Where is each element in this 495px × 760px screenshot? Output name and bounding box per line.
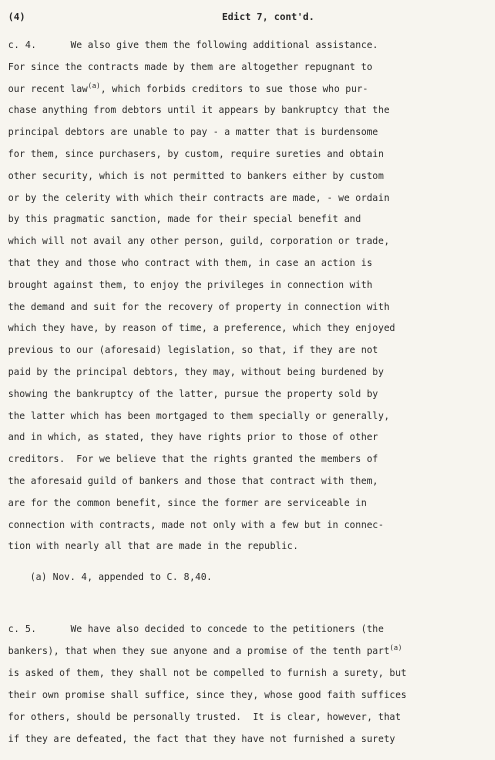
text-line: our recent law$^{(a)}$, which forbids creditors to sue those who pur-: [8, 81, 369, 95]
text-line: bankers), that when they sue anyone and a promise of the tenth part$^{(a)}$: [8, 644, 403, 657]
text-line: by this pragmatic sanction, made for their special benefit and: [8, 214, 362, 226]
text-line: which will not avail any other person, guild, corporation or trade,: [8, 236, 390, 248]
text-line: brought against them, to enjoy the privileges in connection with: [8, 279, 373, 291]
text-line: c. 5. We have also decided to concede to the petitioners (the: [8, 624, 384, 635]
text-line: other security, which is not permitted to bankers either by custom: [8, 170, 384, 182]
text-line: showing the bankruptcy of the latter, pursue the property sold by: [8, 388, 379, 400]
page-number: (4): [8, 12, 26, 23]
text-line: that they and those who contract with them, in case an action is: [8, 258, 373, 269]
text-line: the latter which has been mortgaged to them specially or generally,: [8, 410, 390, 422]
text-line: for others, should be personally trusted. It is clear, however, that: [8, 712, 401, 723]
text-line: creditors. For we believe that the rights granted the members of: [8, 454, 379, 466]
text-line: chase anything from debtors until it appears by bankruptcy that the: [8, 105, 390, 117]
text-line: which they have, by reason of time, a preference, which they enjoyed: [8, 323, 396, 335]
text-line: or by the celerity with which their contracts are made, - we ordain: [8, 192, 390, 204]
text-line: connection with contracts, made not only with a few but in connec-: [8, 519, 384, 531]
text-line: previous to our (aforesaid) legislation, so that, if they are not: [8, 345, 379, 357]
footnote: (a) Nov. 4, appended to C. 8,40.: [30, 572, 213, 583]
text-line: the demand and suit for the recovery of property in connection with: [8, 301, 390, 313]
text-line: For since the contracts made by them are altogether repugnant to: [8, 61, 373, 73]
text-line: their own promise shall suffice, since they, whose good faith suffices: [8, 690, 407, 701]
text-line: and in which, as stated, they have rights prior to those of other: [8, 432, 379, 444]
text-line: are for the common benefit, since the former are serviceable in: [8, 497, 367, 509]
text-line: c. 4. We also give them the following additional assistance.: [8, 40, 379, 51]
text-line: if they are defeated, the fact that they have not furnished a surety: [8, 734, 396, 745]
text-line: paid by the principal debtors, they may, without being burdened by: [8, 367, 384, 378]
page-title: Edict 7, cont'd.: [222, 12, 315, 23]
text-line: the aforesaid guild of bankers and those that contract with them,: [8, 476, 379, 487]
text-line: for them, since purchasers, by custom, require sureties and obtain: [8, 149, 384, 160]
text-line: tion with nearly all that are made in the republic.: [8, 541, 299, 553]
text-line: principal debtors are unable to pay - a matter that is burdensome: [8, 127, 379, 139]
text-line: is asked of them, they shall not be compelled to furnish a surety, but: [8, 668, 407, 679]
